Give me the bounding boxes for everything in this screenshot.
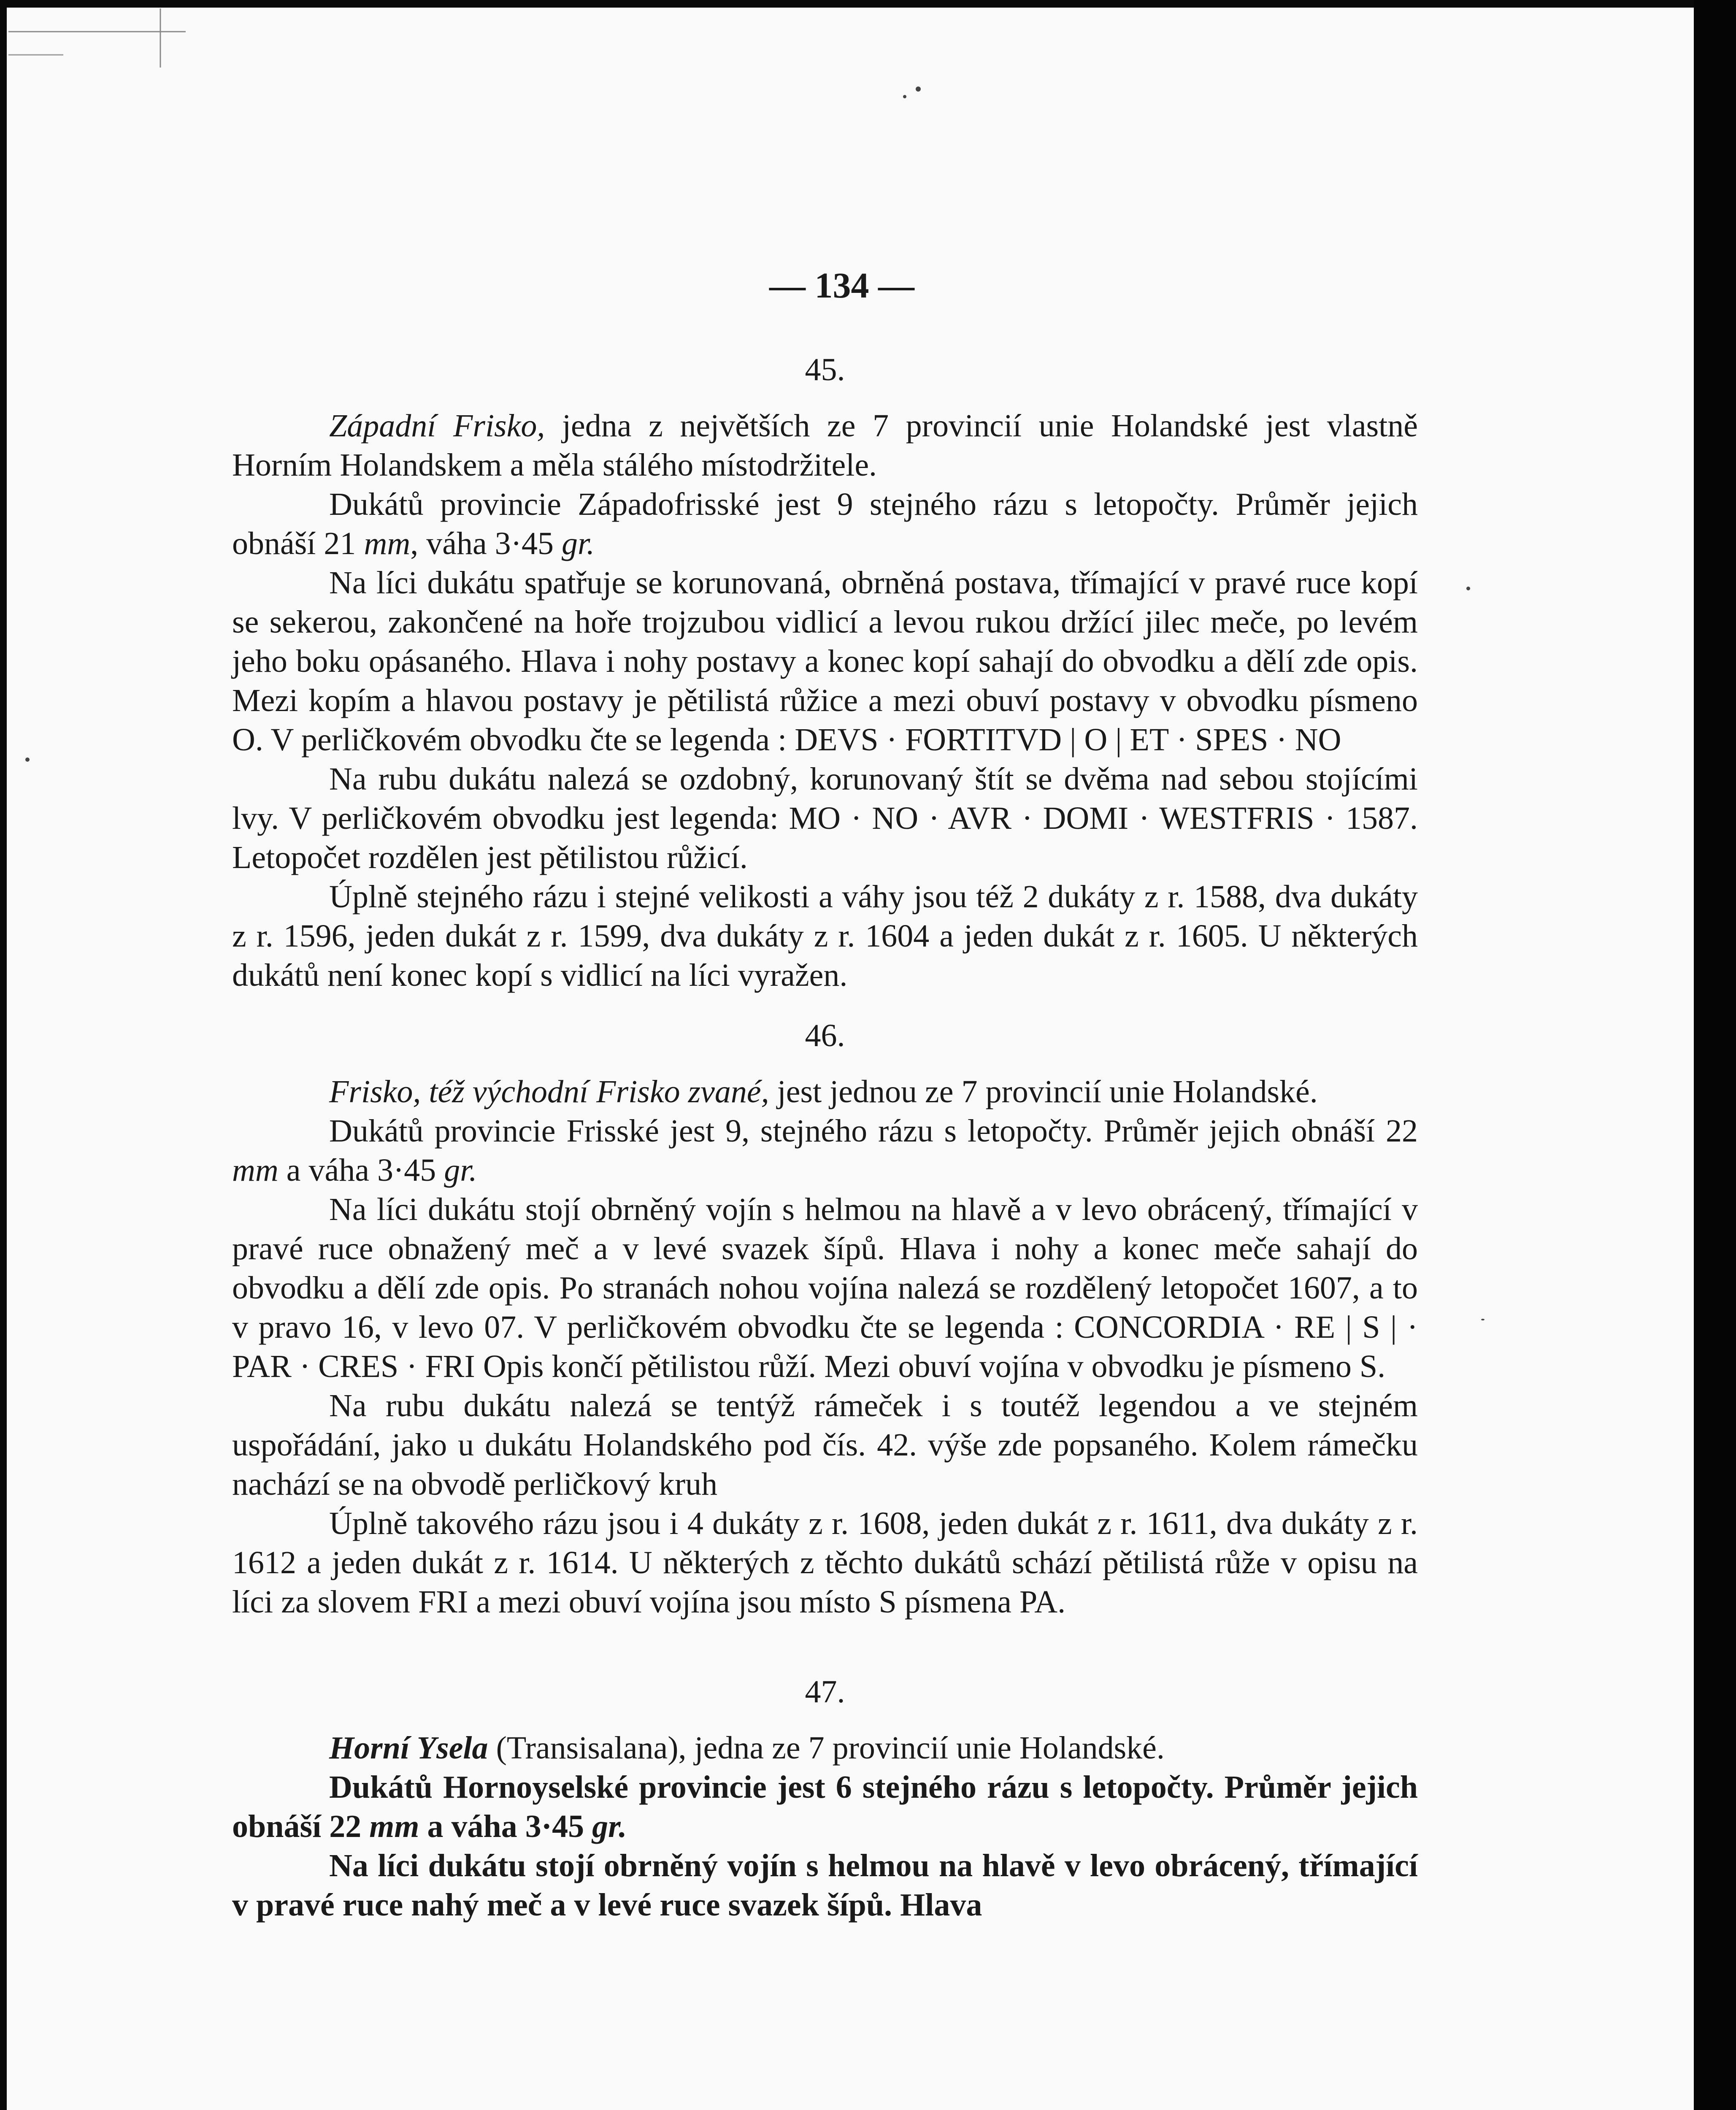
ink-speck <box>916 87 921 92</box>
paragraph-text: Dukátů provincie Západofrisské jest 9 stejného rázu s letopočty. Průměr jejich obnáší 21 <box>232 487 1418 561</box>
section-number: 47. <box>805 1674 845 1710</box>
paragraph-text: Dukátů provincie Frisské jest 9, stejného rázu s letopočty. Průměr jejich obnáší 22 <box>329 1113 1418 1149</box>
page-content <box>232 266 1418 1925</box>
paragraph-text: Dukátů Hornoyselské provincie jest 6 stejného rázu s letopočty. Průměr jejich obnáší 22 <box>232 1769 1418 1844</box>
paragraph-text: jest jednou ze 7 provincií unie Holandské. <box>769 1074 1318 1109</box>
paragraph: Úplně takového rázu jsou i 4 dukáty z r. 1608, jeden dukát z r. 1611, dva dukáty z r. 1612 a jeden dukát z r. 1614. U některých z těchto dukátů schází pětilistá růže v opisu na líci za slovem FRI a mezi obuví vojína jsou místo S písmena PA. <box>232 1506 1418 1620</box>
paragraph <box>232 1072 1418 1112</box>
page-number: — 134 — <box>769 265 914 306</box>
paragraph: Úplně stejného rázu i stejné velikosti a váhy jsou též 2 dukáty z r. 1588, dva dukáty z r. 1596, jeden dukát z r. 1599, dva dukáty z r. 1604 a jeden dukát z r. 1605. U některých dukátů není konec kopí s vidlicí na líci vyražen. <box>232 879 1418 993</box>
paragraph-text: , váha 3·45 <box>410 526 562 561</box>
ink-speck <box>903 95 906 98</box>
unit-gr: gr. <box>444 1152 477 1188</box>
paragraph: Na líci dukátu stojí obrněný vojín s helmou na hlavě v levo obrácený, třímající v pravé ruce nahý meč a v levé ruce svazek šípů. Hlava <box>232 1848 1418 1923</box>
scan-border-left <box>0 0 7 2110</box>
paragraph: Na líci dukátu stojí obrněný vojín s helmou na hlavě a v levo obrácený, třímající v pravé ruce obnažený meč a v levé svazek šípů. Hlava i nohy a konec meče sahají do obvodku a dělí zde opis. Po stranách nohou vojína nalezá se rozdělený letopočet 1607, a to v pravo 16, v levo 07. V perličkovém obvodku čte se legenda : CONCORDIA · RE | S | · PAR · CRES · FRI Opis končí pětilistou růží. Mezi obuví vojína v obvodku je písmeno S. <box>232 1192 1418 1384</box>
italic-lead: Západní Frisko, <box>329 408 545 444</box>
unit-mm: mm <box>369 1809 419 1844</box>
paragraph-text: a váha 3·45 <box>278 1152 444 1188</box>
paragraph-text: jedna z největších ze 7 provincií unie Holandské jest vlastně Horním Holandskem a měla stálého místodržitele. <box>232 408 1418 483</box>
unit-mm: mm <box>232 1152 279 1188</box>
corner-scan-artifact <box>8 8 279 68</box>
scan-border-top <box>0 0 1736 8</box>
italic-lead: Horní Ysela <box>329 1730 488 1766</box>
unit-mm: mm <box>364 526 411 561</box>
section-number: 46. <box>805 1018 845 1053</box>
paragraph: Na líci dukátu spatřuje se korunovaná, obrněná postava, třímající v pravé ruce kopí se sekerou, zakončené na hoře trojzubou vidlicí a levou rukou držící jilec meče, po levém jeho boku opásaného. Hlava i nohy postavy a konec kopí sahají do obvodku a dělí zde opis. Mezi kopím a hlavou postavy je pětilistá růžice a mezi obuví postavy v obvodku písmeno O. V perličkovém obvodku čte se legenda : DEVS · FORTITVD | O | ET · SPES · NO <box>232 565 1418 757</box>
paragraph: Na rubu dukátu nalezá se ozdobný, korunovaný štít se dvěma nad sebou stojícími lvy. V perličkovém obvodku jest legenda: MO · NO · AVR · DOMI · WESTFRIS · 1587. Letopočet rozdělen jest pětilistou růžicí. <box>232 761 1418 875</box>
ink-speck <box>1466 587 1470 590</box>
paragraph-text: (Transisalana), jedna ze 7 provincií unie Holandské. <box>488 1730 1165 1766</box>
ink-speck <box>25 757 30 762</box>
paragraph <box>232 1768 1418 1846</box>
paragraph <box>232 406 1418 485</box>
unit-gr: gr. <box>592 1809 627 1844</box>
paragraph <box>232 1729 1418 1768</box>
ink-speck <box>1481 1319 1485 1320</box>
paragraph <box>232 485 1418 563</box>
paragraph-text: a váha 3·45 <box>419 1809 592 1844</box>
paragraph <box>232 1112 1418 1190</box>
paragraph: Na rubu dukátu nalezá se tentýž rámeček i s toutéž legendou a ve stejném uspořádání, jako u dukátu Holandského pod čís. 42. výše zde popsaného. Kolem rámečku nachází se na obvodě perličkový kruh <box>232 1388 1418 1502</box>
unit-gr: gr. <box>562 526 595 561</box>
italic-lead: Frisko, též východní Frisko zvané, <box>329 1074 769 1109</box>
scan-border-right <box>1694 0 1736 2110</box>
section-number: 45. <box>805 352 845 387</box>
